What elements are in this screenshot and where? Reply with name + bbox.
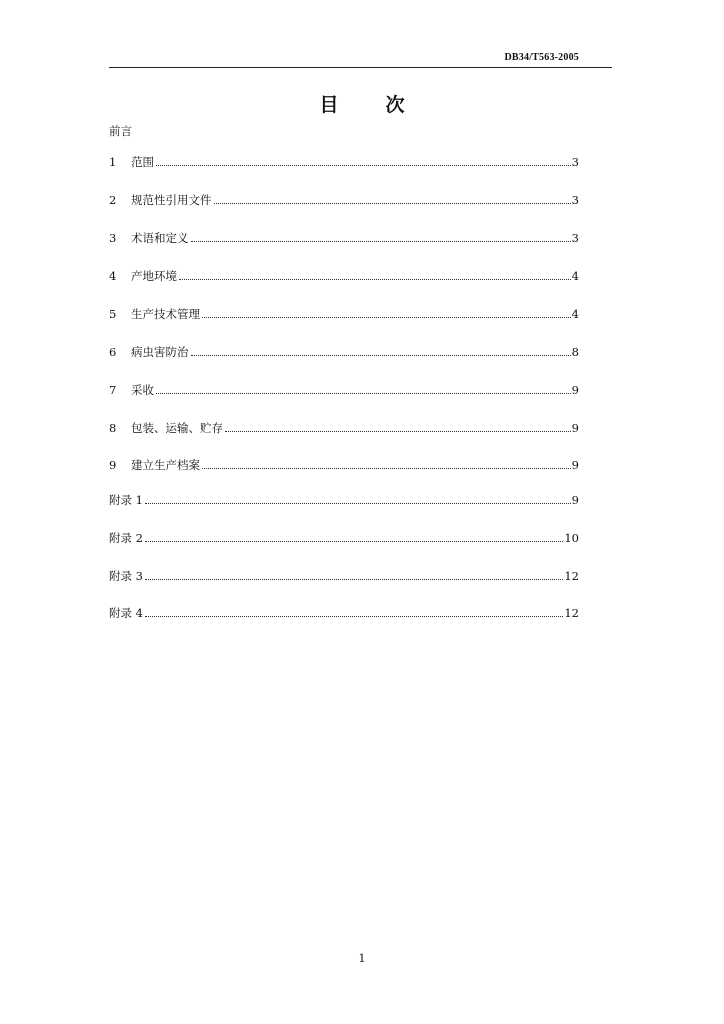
toc-dot-leader (145, 503, 571, 504)
toc-entry-page: 4 (571, 269, 579, 283)
toc-dot-leader (145, 616, 563, 617)
toc-entry-page: 12 (564, 569, 579, 583)
toc-entry-page: 3 (571, 193, 579, 207)
toc-entry[interactable] (109, 457, 579, 473)
toc-dot-leader (145, 579, 563, 580)
toc-dot-leader (202, 468, 571, 469)
toc-entry-page: 9 (571, 458, 579, 472)
toc-entry-appendix[interactable] (109, 568, 579, 584)
toc-entry-label: 术语和定义 (131, 231, 189, 245)
toc-title: 目 次 (319, 94, 419, 116)
toc-entry-number: 8 (109, 421, 117, 435)
toc-entry-page: 4 (571, 307, 579, 321)
toc-dot-leader (202, 317, 571, 318)
toc-entry-page: 8 (571, 345, 579, 359)
toc-entry-appendix[interactable] (109, 605, 579, 621)
toc-entry[interactable] (109, 154, 579, 170)
toc-dot-leader (214, 203, 571, 204)
toc-entry-label: 附录 4 (109, 606, 143, 620)
toc-entry-page: 3 (571, 155, 579, 169)
toc-entry-label: 规范性引用文件 (131, 193, 212, 207)
toc-entry-label: 附录 3 (109, 569, 143, 583)
toc-entry-number: 6 (109, 345, 117, 359)
page-number: 1 (358, 952, 366, 965)
toc-entry-label: 生产技术管理 (131, 307, 200, 321)
toc-entry[interactable] (109, 230, 579, 246)
toc-entry-page: 12 (564, 606, 579, 620)
toc-entry[interactable] (109, 192, 579, 208)
toc-entry-page: 10 (564, 531, 579, 545)
toc-entry-label: 附录 2 (109, 531, 143, 545)
toc-entry-number: 5 (109, 307, 117, 321)
toc-foreword: 前言 (109, 124, 132, 138)
toc-entry-label: 产地环境 (131, 269, 177, 283)
toc-entry-number: 9 (109, 458, 117, 472)
toc-dot-leader (145, 541, 563, 542)
toc-entry[interactable] (109, 268, 579, 284)
toc-entry-appendix[interactable] (109, 492, 579, 508)
toc-entry-label: 附录 1 (109, 493, 143, 507)
toc-entry-number: 7 (109, 383, 117, 397)
toc-entry-number: 1 (109, 155, 117, 169)
toc-entry-number: 4 (109, 269, 117, 283)
toc-dot-leader (156, 165, 571, 166)
toc-entry-number: 2 (109, 193, 117, 207)
toc-entry[interactable] (109, 306, 579, 322)
toc-dot-leader (191, 355, 571, 356)
toc-entry-label: 建立生产档案 (131, 458, 200, 472)
toc-dot-leader (179, 279, 571, 280)
toc-dot-leader (156, 393, 571, 394)
toc-entry-number: 3 (109, 231, 117, 245)
toc-entry-label: 采收 (131, 383, 154, 397)
toc-entry-page: 9 (571, 493, 579, 507)
toc-entry-page: 9 (571, 421, 579, 435)
toc-entry-page: 9 (571, 383, 579, 397)
toc-entry-label: 范围 (131, 155, 154, 169)
toc-entry[interactable] (109, 344, 579, 360)
document-code: DB34/T563-2005 (504, 52, 579, 63)
toc-entry-label: 病虫害防治 (131, 345, 189, 359)
toc-entry-page: 3 (571, 231, 579, 245)
toc-entry[interactable] (109, 420, 579, 436)
toc-dot-leader (225, 431, 571, 432)
toc-entry-label: 包装、运输、贮存 (131, 421, 223, 435)
toc-entry-appendix[interactable] (109, 530, 579, 546)
toc-entry[interactable] (109, 382, 579, 398)
toc-dot-leader (191, 241, 571, 242)
